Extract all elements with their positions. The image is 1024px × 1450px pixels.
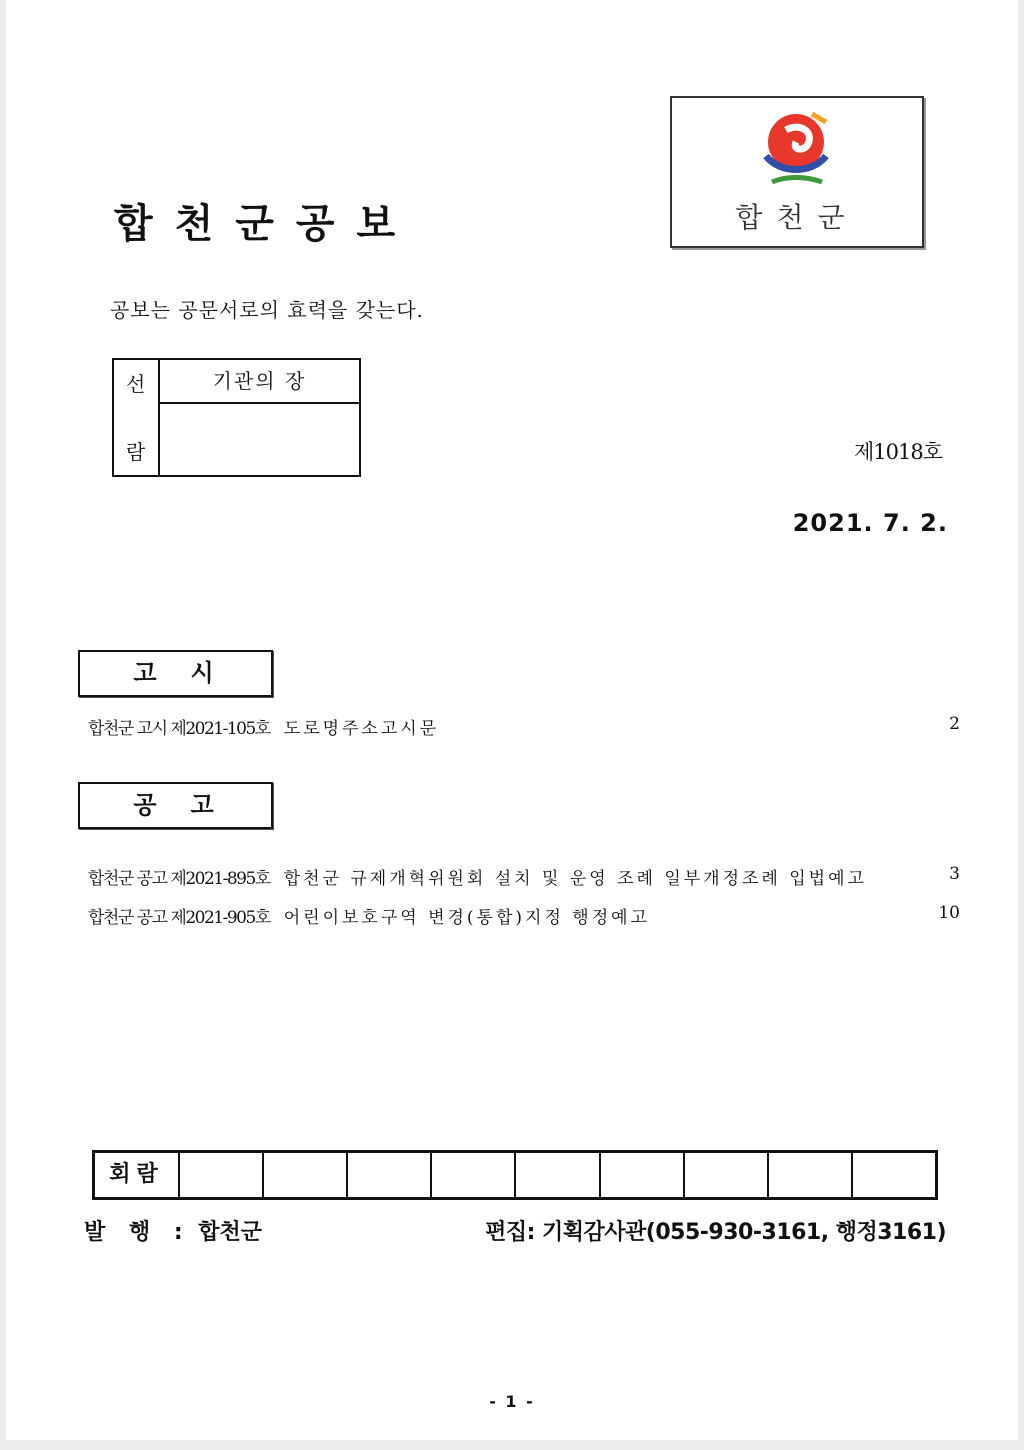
emblem-logo-icon xyxy=(756,108,836,198)
publisher xyxy=(84,1215,262,1246)
editor-info: 편집: 기획감사관(055-930-3161, 행정3161) xyxy=(485,1220,946,1245)
circulation-cell xyxy=(264,1153,348,1197)
county-emblem xyxy=(670,96,924,248)
entry-name: 어린이보호구역 변경(통합)지정 행정예고 xyxy=(283,908,650,928)
review-box-label xyxy=(114,360,160,475)
section-heading-announcement: 공고 xyxy=(78,782,273,829)
review-label-bottom: 람 xyxy=(126,440,146,464)
entry-page: 10 xyxy=(938,903,960,923)
entry-page: 3 xyxy=(949,864,960,884)
entry-ref: 합천군 공고 제2021-905호 xyxy=(88,908,270,928)
circulation-cell xyxy=(348,1153,432,1197)
circulation-cell xyxy=(432,1153,516,1197)
review-head: 기관의 장 xyxy=(160,360,359,404)
circulation-cell xyxy=(853,1153,935,1197)
circulation-cell xyxy=(180,1153,264,1197)
circulation-table xyxy=(92,1150,938,1200)
publisher-name: 합천군 xyxy=(198,1220,263,1245)
issue-date: 2021. 7. 2. xyxy=(792,509,948,537)
circulation-cell xyxy=(685,1153,769,1197)
circulation-cell xyxy=(601,1153,685,1197)
entry-ref: 합천군 공고 제2021-895호 xyxy=(88,869,270,889)
entry-page: 2 xyxy=(949,714,960,734)
circulation-cell xyxy=(769,1153,853,1197)
table-row[interactable] xyxy=(88,903,960,928)
publisher-label: 발 행 : xyxy=(84,1220,191,1245)
table-row[interactable] xyxy=(88,864,960,889)
gazette-subtitle: 공보는 공문서로의 효력을 갖는다. xyxy=(110,298,424,322)
page-number: - 1 - xyxy=(489,1392,535,1411)
issue-number: 제1018호 xyxy=(853,440,942,464)
circulation-cell xyxy=(516,1153,600,1197)
emblem-text: 합천군 xyxy=(735,201,859,234)
entry-name: 도로명주소고시문 xyxy=(283,719,440,739)
review-label-top: 선 xyxy=(126,372,146,396)
table-row[interactable] xyxy=(88,714,960,739)
circulation-label: 회람 xyxy=(95,1153,180,1197)
section-heading-notice: 고시 xyxy=(78,650,273,697)
entry-ref: 합천군 고시 제2021-105호 xyxy=(88,719,270,739)
gazette-title: 합천군공보 xyxy=(114,201,418,247)
review-box xyxy=(112,358,361,477)
entry-name: 합천군 규제개혁위원회 설치 및 운영 조례 일부개정조례 입법예고 xyxy=(283,869,867,889)
gazette-cover-page xyxy=(6,0,1018,1440)
